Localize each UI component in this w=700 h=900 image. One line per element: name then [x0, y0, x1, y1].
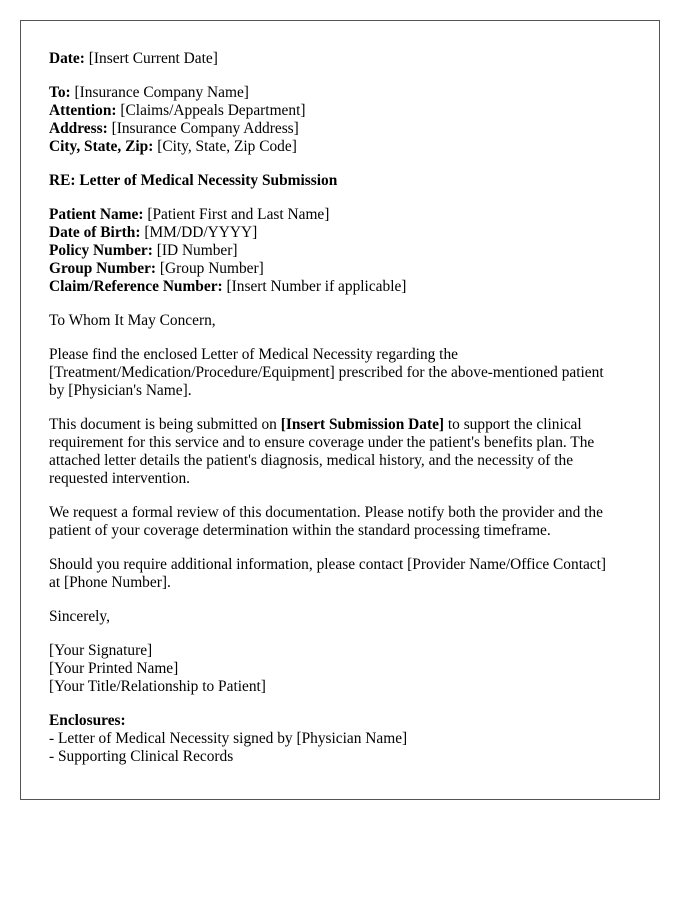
- paragraph-line: Please find the enclosed Letter of Medical Necessity regarding the: [49, 346, 458, 363]
- enclosures-label: Enclosures:: [49, 712, 126, 729]
- date-label: Date:: [49, 50, 85, 67]
- to-value: [Insurance Company Name]: [74, 84, 249, 101]
- claim-label: Claim/Reference Number:: [49, 278, 223, 295]
- attention-value: [Claims/Appeals Department]: [120, 102, 306, 119]
- salutation: [49, 312, 631, 330]
- submission-date-placeholder: [Insert Submission Date]: [280, 416, 445, 433]
- attention-label: Attention:: [49, 102, 117, 119]
- paragraph-line: [Treatment/Medication/Procedure/Equipment] prescribed for the above-mentioned patient: [49, 364, 604, 381]
- group-value: [Group Number]: [159, 260, 264, 277]
- policy-label: Policy Number:: [49, 242, 153, 259]
- date-block: [49, 50, 631, 68]
- group-label: Group Number:: [49, 260, 157, 277]
- subject-line: RE: Letter of Medical Necessity Submission: [49, 172, 338, 189]
- claim-line: [49, 278, 631, 296]
- policy-value: [ID Number]: [156, 242, 238, 259]
- date-value: [Insert Current Date]: [88, 50, 218, 67]
- patient-block: [49, 206, 631, 296]
- letter-document: [20, 20, 660, 800]
- address-label: Address:: [49, 120, 108, 137]
- dob-label: Date of Birth:: [49, 224, 141, 241]
- submission-text-post: to support the clinical: [444, 416, 582, 433]
- subject-block: [49, 172, 631, 190]
- paragraph-line: We request a formal review of this documentation. Please notify both the provider and the: [49, 504, 603, 521]
- city-label: City, State, Zip:: [49, 138, 154, 155]
- group-line: [49, 260, 631, 278]
- paragraph-enclosed-letter: [49, 346, 631, 400]
- paragraph-contact: [49, 556, 631, 592]
- patient-name-label: Patient Name:: [49, 206, 144, 223]
- to-line: [49, 84, 631, 102]
- title-placeholder: [Your Title/Relationship to Patient]: [49, 678, 266, 695]
- submission-text-pre: This document is being submitted on: [49, 416, 281, 433]
- recipient-block: [49, 84, 631, 156]
- enclosure-item: - Supporting Clinical Records: [49, 748, 234, 765]
- closing-text: Sincerely,: [49, 608, 110, 625]
- signature-block: [49, 642, 631, 696]
- patient-name-value: [Patient First and Last Name]: [147, 206, 330, 223]
- dob-value: [MM/DD/YYYY]: [144, 224, 258, 241]
- address-line: [49, 120, 631, 138]
- address-value: [Insurance Company Address]: [111, 120, 299, 137]
- policy-line: [49, 242, 631, 260]
- paragraph-line: attached letter details the patient's diagnosis, medical history, and the necessity of the: [49, 452, 574, 469]
- paragraph-review-request: [49, 504, 631, 540]
- dob-line: [49, 224, 631, 242]
- paragraph-line: requirement for this service and to ensure coverage under the patient's benefits plan. The: [49, 434, 595, 451]
- printed-name-placeholder: [Your Printed Name]: [49, 660, 179, 677]
- signature-placeholder: [Your Signature]: [49, 642, 153, 659]
- paragraph-line: Should you require additional information, please contact [Provider Name/Office Contact]: [49, 556, 607, 573]
- patient-name-line: [49, 206, 631, 224]
- date-line: [49, 50, 631, 68]
- claim-value: [Insert Number if applicable]: [226, 278, 407, 295]
- to-label: To:: [49, 84, 71, 101]
- paragraph-line: requested intervention.: [49, 470, 191, 487]
- city-line: [49, 138, 631, 156]
- paragraph-line: at [Phone Number].: [49, 574, 171, 591]
- paragraph-submission: [49, 416, 631, 488]
- paragraph-line: patient of your coverage determination within the standard processing timeframe.: [49, 522, 551, 539]
- enclosures-block: [49, 712, 631, 766]
- paragraph-line: [49, 416, 631, 434]
- attention-line: [49, 102, 631, 120]
- enclosure-item: - Letter of Medical Necessity signed by [Physician Name]: [49, 730, 408, 747]
- city-value: [City, State, Zip Code]: [157, 138, 297, 155]
- paragraph-line: by [Physician's Name].: [49, 382, 192, 399]
- salutation-text: To Whom It May Concern,: [49, 312, 216, 329]
- closing: [49, 608, 631, 626]
